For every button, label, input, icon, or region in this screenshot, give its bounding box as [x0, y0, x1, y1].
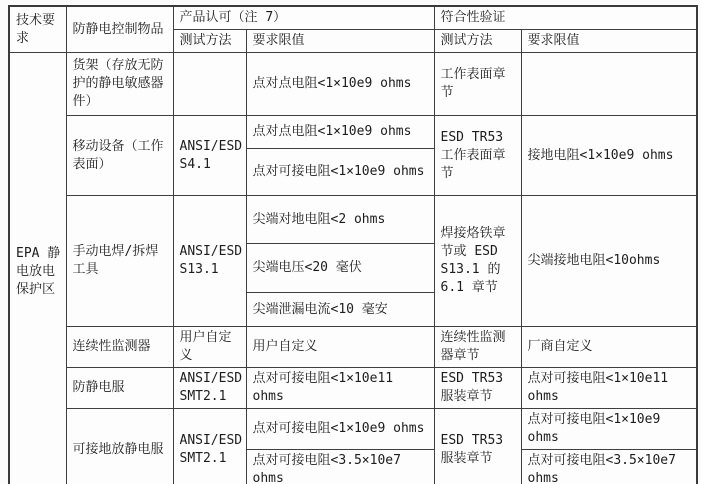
cell-soldering-verify-limit: 尖端接地电阻<10ohms — [521, 196, 697, 327]
cell-mobile-approval-limit-2: 点对可接电阻<1×10e9 ohms — [246, 149, 434, 196]
cell-mobile-approval-limit-1: 点对点电阻<1×10e9 ohms — [246, 116, 434, 149]
cell-mobile-approval-method: ANSI/ESD S4.1 — [173, 116, 246, 196]
cell-monitor-approval-limit: 用户自定义 — [246, 327, 434, 368]
cell-groundable-garment-approval-limit-2: 点对可接电阻<3.5×10e7 ohms — [246, 450, 434, 484]
cell-mobile-verify-limit: 接地电阻<1×10e9 ohms — [521, 116, 697, 196]
cell-mobile-item: 移动设备（工作表面） — [66, 116, 173, 196]
cell-shelves-approval-limit: 点对点电阻<1×10e9 ohms — [246, 53, 434, 116]
cell-monitor-verify-method: 连续性监测器章节 — [434, 327, 521, 368]
cell-groundable-garment-verify-limit-1: 点对可接电阻<1×10e9 ohms — [521, 409, 697, 450]
esd-requirements-table — [8, 5, 698, 484]
cell-garment-approval-limit: 点对可接电阻<1×10e11 ohms — [246, 368, 434, 409]
cell-shelves-item: 货架（存放无防护的静电敏感器件） — [66, 53, 173, 116]
cell-soldering-item: 手动电焊/拆焊工具 — [66, 196, 173, 327]
header-product-approval: 产品认可（注 7） — [173, 6, 434, 30]
cell-shelves-verify-limit — [521, 53, 697, 116]
cell-mobile-verify-method: ESD TR53 工作表面章节 — [434, 116, 521, 196]
header-control-items: 防静电控制物品 — [66, 6, 173, 53]
cell-monitor-approval-method: 用户自定义 — [173, 327, 246, 368]
cell-groundable-garment-approval-limit-1: 点对可接电阻<1×10e9 ohms — [246, 409, 434, 450]
cell-groundable-garment-verify-limit-2: 点对可接电阻<3.5×10e7 ohms — [521, 450, 697, 484]
cell-groundable-garment-item: 可接地放静电服 — [66, 409, 173, 484]
cell-soldering-approval-method: ANSI/ESD S13.1 — [173, 196, 246, 327]
cell-garment-approval-method: ANSI/ESD SMT2.1 — [173, 368, 246, 409]
cell-shelves-approval-method — [173, 53, 246, 116]
header-approval-limit: 要求限值 — [246, 30, 434, 53]
cell-soldering-approval-limit-3: 尖端泄漏电流<10 毫安 — [246, 293, 434, 327]
cell-garment-verify-limit: 点对可接电阻<1×10e11 ohms — [521, 368, 697, 409]
cell-soldering-approval-limit-1: 尖端对地电阻<2 ohms — [246, 196, 434, 244]
header-verify-test-method: 测试方法 — [434, 30, 521, 53]
cell-garment-item: 防静电服 — [66, 368, 173, 409]
header-approval-test-method: 测试方法 — [173, 30, 246, 53]
cell-monitor-item: 连续性监测器 — [66, 327, 173, 368]
cell-epa-zone: EPA 静电放电保护区 — [9, 53, 66, 484]
cell-monitor-verify-limit: 厂商自定义 — [521, 327, 697, 368]
cell-garment-verify-method: ESD TR53 服装章节 — [434, 368, 521, 409]
cell-groundable-garment-verify-method: ESD TR53 服装章节 — [434, 409, 521, 484]
cell-soldering-verify-method: 焊接烙铁章节或 ESD S13.1 的 6.1 章节 — [434, 196, 521, 327]
cell-shelves-verify-method: 工作表面章节 — [434, 53, 521, 116]
header-verify-limit: 要求限值 — [521, 30, 697, 53]
header-compliance-verification: 符合性验证 — [434, 6, 697, 30]
header-tech-requirement: 技术要求 — [9, 6, 66, 53]
cell-groundable-garment-approval-method: ANSI/ESD SMT2.1 — [173, 409, 246, 484]
cell-soldering-approval-limit-2: 尖端电压<20 毫伏 — [246, 244, 434, 293]
